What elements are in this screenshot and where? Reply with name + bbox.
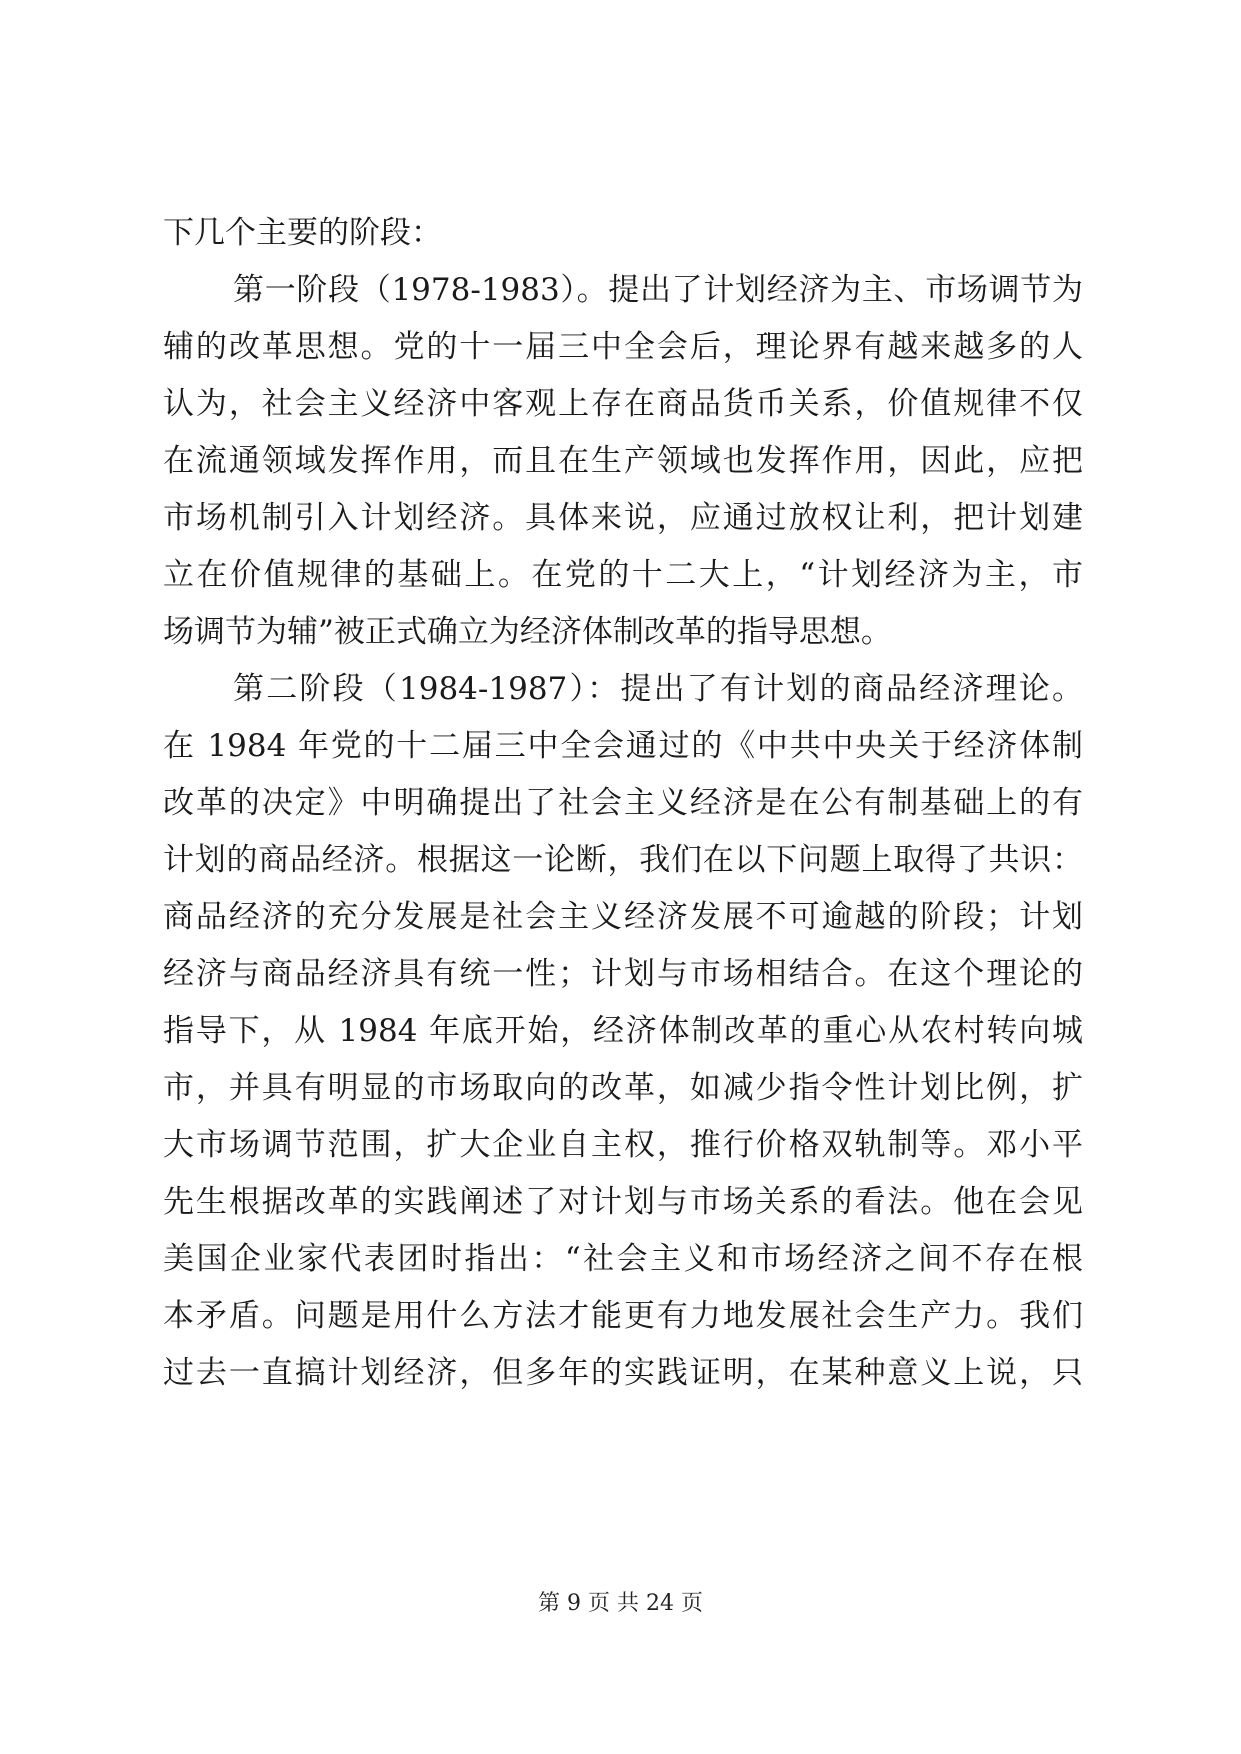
text-line: 下几个主要的阶段：	[163, 215, 442, 251]
text-line: 市，并具有明显的市场取向的改革，如减少指令性计划比例，扩	[163, 1070, 1083, 1106]
text-line: 在 1984 年党的十二届三中全会通过的《中共中央关于经济体制	[163, 728, 1083, 764]
text-line: 先生根据改革的实践阐述了对计划与市场关系的看法。他在会见	[163, 1184, 1083, 1220]
text-line: 美国企业家代表团时指出：“社会主义和市场经济之间不存在根	[163, 1241, 1083, 1277]
text-line: 大市场调节范围，扩大企业自主权，推行价格双轨制等。邓小平	[163, 1127, 1083, 1163]
text-line: 辅的改革思想。党的十一届三中全会后，理论界有越来越多的人	[163, 329, 1083, 365]
text-line: 经济与商品经济具有统一性；计划与市场相结合。在这个理论的	[163, 956, 1083, 992]
page-number-footer: 第 9 页 共 24 页	[538, 1591, 703, 1616]
text-line: 市场机制引入计划经济。具体来说，应通过放权让利，把计划建	[163, 500, 1083, 536]
text-line: 改革的决定》中明确提出了社会主义经济是在公有制基础上的有	[163, 785, 1083, 821]
text-line: 立在价值规律的基础上。在党的十二大上，“计划经济为主，市	[163, 557, 1083, 593]
text-line: 第一阶段（1978-1983）。提出了计划经济为主、市场调节为	[233, 272, 1083, 308]
text-line: 在流通领域发挥作用，而且在生产领域也发挥作用，因此，应把	[163, 443, 1083, 479]
text-line: 认为，社会主义经济中客观上存在商品货币关系，价值规律不仅	[163, 386, 1083, 422]
text-line: 过去一直搞计划经济，但多年的实践证明，在某种意义上说，只	[163, 1355, 1083, 1391]
text-line: 场调节为辅”被正式确立为经济体制改革的指导思想。	[163, 614, 892, 650]
text-line: 本矛盾。问题是用什么方法才能更有力地发展社会生产力。我们	[163, 1298, 1083, 1334]
text-line: 指导下，从 1984 年底开始，经济体制改革的重心从农村转向城	[163, 1013, 1083, 1049]
text-line: 商品经济的充分发展是社会主义经济发展不可逾越的阶段；计划	[163, 899, 1083, 935]
text-line: 第二阶段（1984-1987）：提出了有计划的商品经济理论。	[233, 671, 1083, 707]
text-line: 计划的商品经济。根据这一论断，我们在以下问题上取得了共识：	[163, 842, 1083, 878]
